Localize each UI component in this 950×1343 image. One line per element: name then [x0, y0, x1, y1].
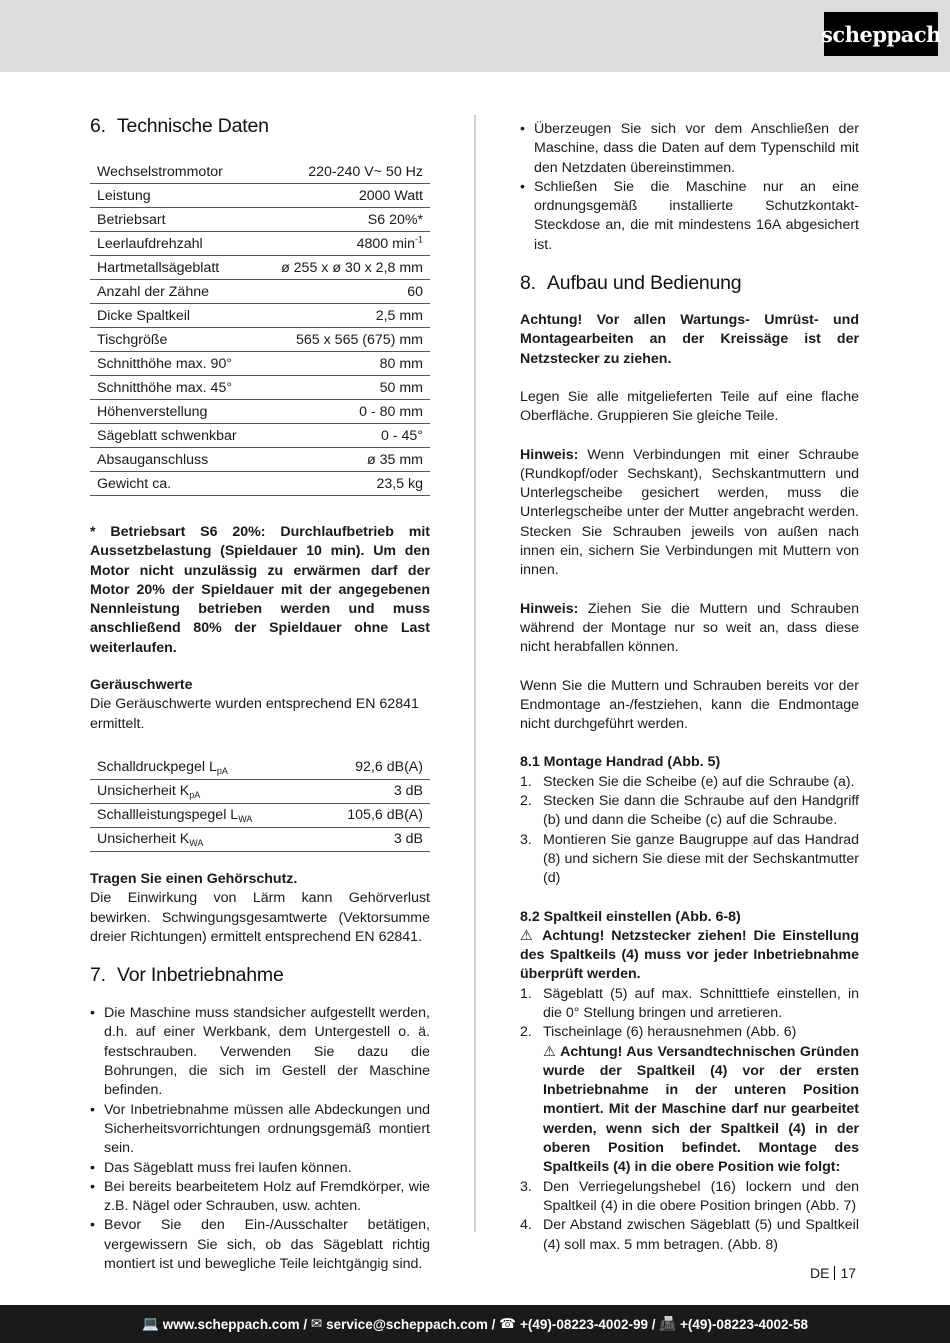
noise-label: Unsicherheit $K_{pA}$: [90, 779, 312, 803]
warning-icon: ⚠: [520, 927, 536, 944]
spec-value: 2000 Watt: [259, 184, 430, 208]
spec-label: Hartmetallsägeblatt: [90, 256, 259, 280]
list-item: 1. Stecken Sie die Scheibe (e) auf die Schraube (a).: [520, 773, 855, 790]
list-item: 2. Stecken Sie dann die Schraube auf den Handgriff (b) und dann die Scheibe (c) auf die Schraube.: [520, 793, 859, 829]
fax-number: +(49)-08223-4002-58: [680, 1316, 809, 1332]
operating-mode-note: * Betriebsart S6 20%: Durchlaufbetrieb mit Aussetzbelastung (Spieldauer 10 min). Um den Motor nicht unzulässig zu erwärmen darf der Motor 20% der Spieldauer mit der angegebenen Nennleistung betrieben werden und muss anschließend 80% der Spieldauer ohne Last weiterlaufen.: [90, 524, 430, 656]
mail-icon: ✉: [310, 1316, 323, 1331]
noise-value: 92,6 dB(A): [312, 756, 430, 780]
hint-screws: Hinweis: Wenn Verbindungen mit einer Schraube (Rundkopf/oder Sechskant), Sechskantmuttern und Unterlegscheibe gesichert werden, muss die Unterlegscheibe unter der Mutter angebracht werden. Stecken Sie Schrauben jeweils von außen nach innen ein, sichern Sie Verbindungen mit Muttern von innen.: [520, 446, 859, 579]
list-item: • Vor Inbetriebnahme müssen alle Abdeckungen und Sicherheitsvorrichtungen ordnungsgemäß montiert sein.: [90, 1101, 430, 1159]
spec-label: Absauganschluss: [90, 448, 259, 472]
noise-row: [90, 756, 430, 780]
left-column: [90, 112, 430, 1274]
spec-label: Leerlaufdrehzahl: [90, 232, 259, 256]
spec-row: [90, 424, 430, 448]
computer-icon: 💻: [141, 1316, 159, 1331]
spec-row: [90, 472, 430, 496]
noise-value: 105,6 dB(A): [312, 803, 430, 827]
spec-row: [90, 448, 430, 472]
spec-row: [90, 256, 430, 280]
spec-value: 2,5 mm: [259, 304, 430, 328]
column-divider: [474, 115, 476, 1232]
unit-exponent: -1: [414, 233, 423, 244]
pre-operation-list: [90, 1004, 430, 1274]
spec-value: 0 - 80 mm: [259, 400, 430, 424]
spec-row: [90, 160, 430, 184]
spec-label: Dicke Spaltkeil: [90, 304, 259, 328]
spec-value: S6 20%*: [259, 208, 430, 232]
spec-value: ø 35 mm: [259, 448, 430, 472]
noise-row: [90, 827, 430, 851]
list-item: • Bei bereits bearbeitetem Holz auf Fremdkörper, wie z.B. Nägel oder Schrauben, usw. achten.: [90, 1178, 430, 1217]
spec-row: [90, 352, 430, 376]
noise-intro: Die Geräuschwerte wurden entsprechend EN 62841 ermittelt.: [90, 696, 419, 732]
scheppach-logo: scheppach: [824, 12, 938, 56]
spec-value: 0 - 45°: [259, 424, 430, 448]
list-item: • Das Sägeblatt muss frei laufen können.: [90, 1159, 430, 1178]
spec-value: 565 x 565 (675) mm: [259, 328, 430, 352]
list-item: 3. Montieren Sie ganze Baugruppe auf das Handrad (8) und sichern Sie diese mit der Sechskantmutter (d): [520, 831, 859, 887]
spec-row: [90, 376, 430, 400]
spec-label: Anzahl der Zähne: [90, 280, 259, 304]
spec-label: Höhenverstellung: [90, 400, 259, 424]
footer-bar: [0, 1305, 950, 1343]
noise-heading: Geräuschwerte: [90, 677, 193, 694]
spec-row: [90, 280, 430, 304]
list-item: • Überzeugen Sie sich vor dem Anschließen der Maschine, dass die Daten auf dem Typenschild mit den Netzdaten übereinstimmen.: [520, 120, 859, 178]
spec-label: Gewicht ca.: [90, 472, 259, 496]
header-bar: [0, 0, 950, 72]
handwheel-steps: [520, 773, 859, 889]
noise-table: [90, 756, 430, 852]
hearing-protection-heading: Tragen Sie einen Gehörschutz.: [90, 870, 298, 887]
spec-row: [90, 304, 430, 328]
phone-icon: ☎: [499, 1316, 516, 1331]
spec-value: 80 mm: [259, 352, 430, 376]
maintenance-warning: Achtung! Vor allen Wartungs- Umrüst- und Montagearbeiten an der Kreissäge ist der Netzstecker zu ziehen.: [520, 312, 859, 367]
spec-row: [90, 232, 430, 256]
spec-label: Sägeblatt schwenkbar: [90, 424, 259, 448]
spec-row: [90, 208, 430, 232]
spec-value: 60: [259, 280, 430, 304]
section-heading-6: 6. Technische Daten: [90, 115, 269, 137]
spec-label: Leistung: [90, 184, 259, 208]
hint-nuts: Hinweis: Ziehen Sie die Muttern und Schrauben während der Montage nur so weit an, dass diese nicht herabfallen können.: [520, 600, 859, 656]
noise-value: 3 dB: [312, 779, 430, 803]
section-heading-8: 8. Aufbau und Bedienung: [520, 272, 742, 295]
parts-layout-text: Legen Sie alle mitgelieferten Teile auf eine flache Oberfläche. Gruppieren Sie gleiche Teile.: [520, 388, 859, 425]
spec-label: Betriebsart: [90, 208, 259, 232]
list-item: 1. Sägeblatt (5) auf max. Schnitttiefe einstellen, in die 0° Stellung bringen und arretieren.: [520, 985, 859, 1021]
noise-value: 3 dB: [312, 827, 430, 851]
noise-label: Schallleistungspegel $L_{WA}$: [90, 803, 312, 827]
right-column: [520, 120, 859, 1255]
spec-row: [90, 184, 430, 208]
spec-label: Wechselstrommotor: [90, 160, 259, 184]
subsection-8-2-heading: 8.2 Spaltkeil einstellen (Abb. 6-8): [520, 908, 741, 925]
spec-value: 220-240 V~ 50 Hz: [259, 160, 430, 184]
list-item: 4. Der Abstand zwischen Sägeblatt (5) und Spaltkeil (4) soll max. 5 mm betragen. (Abb. 8): [520, 1217, 859, 1253]
spec-row: [90, 400, 430, 424]
warning-icon: ⚠: [543, 1043, 557, 1060]
list-item: 3. Den Verriegelungshebel (16) lockern und den Spaltkeil (4) in die obere Position bringen (Abb. 7): [520, 1178, 859, 1214]
page-number: DE 17: [810, 1265, 857, 1281]
list-item: • Die Maschine muss standsicher aufgestellt werden, d.h. auf einer Werkbank, dem Untergestell o. ä. festschrauben. Verwenden Sie dazu die Bohrungen, die sich im Gestell der Maschine befinden.: [90, 1004, 430, 1100]
spec-label: Schnitthöhe max. 90°: [90, 352, 259, 376]
spec-value: 50 mm: [259, 376, 430, 400]
riving-knife-warning: ⚠ Achtung! Netzstecker ziehen! Die Einstellung des Spaltkeils (4) muss vor jeder Inbetriebnahme überprüft werden.: [520, 927, 859, 983]
phone-number: +(49)-08223-4002-99 /: [520, 1316, 656, 1332]
email-link[interactable]: service@scheppach.com /: [326, 1316, 496, 1332]
website-link[interactable]: www.scheppach.com /: [162, 1316, 308, 1332]
final-assembly-text: Wenn Sie die Muttern und Schrauben bereits vor der Endmontage an-/festziehen, kann die Endmontage nicht durchgeführt werden.: [520, 677, 859, 733]
noise-label: Unsicherheit $K_{WA}$: [90, 827, 312, 851]
noise-row: [90, 803, 430, 827]
noise-label: Schalldruckpegel $L_{pA}$: [90, 756, 312, 780]
list-item: 2. Tischeinlage (6) herausnehmen (Abb. 6) ⚠ Achtung! Aus Versandtechnischen Gründen wurde der Spaltkeil (4) vor der ersten Inbetriebnahme in der unteren Position montiert. Mit der Maschine darf nur gearbeitet werden, wenn sich der Spaltkeil (4) in der oberen Position befindet. Montage des Spaltkeils (4) in die obere Position wie folgt:: [520, 1023, 859, 1177]
spec-value: ø 255 x ø 30 x 2,8 mm: [259, 256, 430, 280]
riving-knife-steps: [520, 985, 859, 1255]
spec-label: Schnitthöhe max. 45°: [90, 376, 259, 400]
hearing-protection-text: Die Einwirkung von Lärm kann Gehörverlust bewirken. Schwingungsgesamtwerte (Vektorsumme dreier Richtungen) ermittelt entsprechend EN 62841.: [90, 890, 430, 945]
list-item: • Bevor Sie den Ein-/Ausschalter betätigen, vergewissern Sie sich, ob das Sägeblatt richtig montiert ist und bewegliche Teile leichtgängig sind.: [90, 1216, 430, 1274]
section-heading-7: 7. Vor Inbetriebnahme: [90, 964, 284, 987]
subsection-8-1-heading: 8.1 Montage Handrad (Abb. 5): [520, 754, 721, 771]
spec-value: 4800 $\min^{-1}$: [259, 232, 430, 256]
spec-row: [90, 328, 430, 352]
tech-data-table: [90, 160, 430, 496]
spec-value: 23,5 kg: [259, 472, 430, 496]
noise-row: [90, 779, 430, 803]
connection-list: [520, 120, 859, 255]
spec-label: Tischgröße: [90, 328, 259, 352]
page-separator: [834, 1266, 835, 1280]
list-item: • Schließen Sie die Maschine nur an eine ordnungsgemäß installierte Schutzkontakt-Steckdose an, die mit mindestens 16A abgesichert ist.: [520, 178, 859, 255]
shipping-warning: ⚠ Achtung! Aus Versandtechnischen Gründen wurde der Spaltkeil (4) vor der ersten Inbetriebnahme in der unteren Position montiert. Mit der Maschine darf nur gearbeitet werden, wenn sich der Spaltkeil (4) in der oberen Position befindet. Montage des Spaltkeils (4) in die obere Position wie folgt:: [543, 1043, 859, 1176]
fax-icon: 📠: [659, 1316, 677, 1331]
